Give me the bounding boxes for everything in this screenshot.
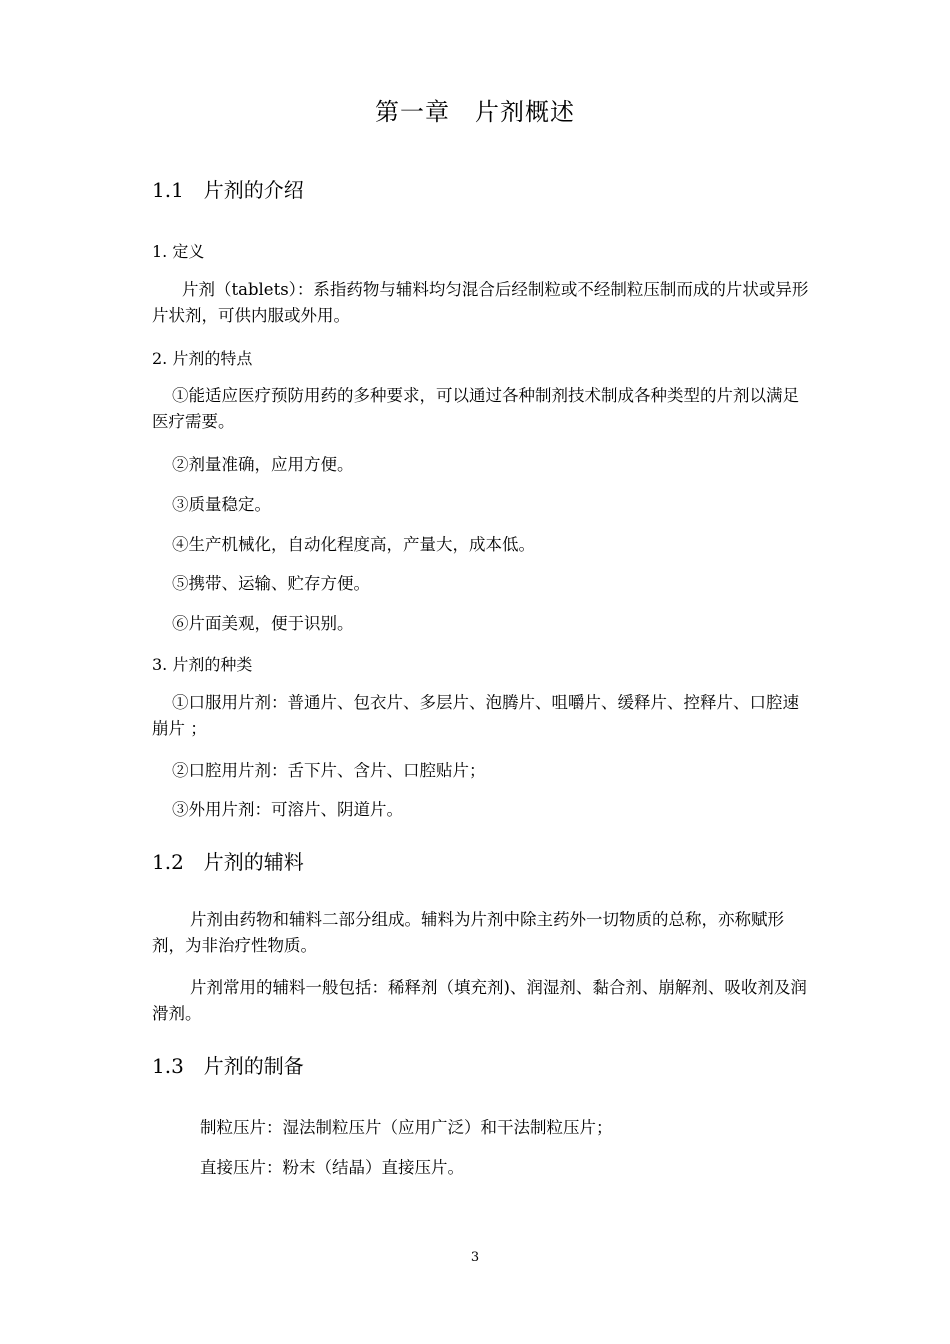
preparation-method: 直接压片：粉末（结晶）直接压片。 — [200, 1158, 464, 1177]
feature-item: ⑥片面美观，便于识别。 — [172, 614, 354, 633]
type-item: ①口服用片剂：普通片、包衣片、多层片、泡腾片、咀嚼片、缓释片、控释片、口腔速崩片 ； — [152, 693, 799, 738]
type-item: ②口腔用片剂：舌下片、含片、口腔贴片； — [172, 761, 486, 780]
section-heading-1-2: 1.2 片剂的辅料 — [152, 850, 304, 874]
feature-item: ②剂量准确，应用方便。 — [172, 455, 354, 474]
types-heading: 3. 片剂的种类 — [152, 655, 253, 674]
excipient-paragraph: 片剂常用的辅料一般包括：稀释剂（填充剂)、润湿剂、黏合剂、崩解剂、吸收剂及润滑剂。 — [152, 978, 807, 1023]
features-heading: 2. 片剂的特点 — [152, 349, 253, 368]
section-heading-1-3: 1.3 片剂的制备 — [152, 1054, 304, 1078]
feature-item: ⑤携带、运输、贮存方便。 — [172, 574, 370, 593]
definition-text: 片剂（tablets）：系指药物与辅料均匀混合后经制粒或不经制粒压制而成的片状或异形片状剂，可供内服或外用。 — [152, 280, 809, 325]
page-number: 3 — [470, 1250, 480, 1265]
feature-item: ④生产机械化，自动化程度高，产量大，成本低。 — [172, 535, 535, 554]
definition-heading: 1. 定义 — [152, 242, 205, 261]
feature-item: ①能适应医疗预防用药的多种要求，可以通过各种制剂技术制成各种类型的片剂以满足医疗需要。 — [152, 386, 799, 431]
feature-item: ③质量稳定。 — [172, 495, 271, 514]
preparation-method: 制粒压片：湿法制粒压片（应用广泛）和干法制粒压片； — [200, 1118, 613, 1137]
chapter-title: 第一章 片剂概述 — [375, 98, 575, 126]
excipient-paragraph: 片剂由药物和辅料二部分组成。辅料为片剂中除主药外一切物质的总称，亦称赋形剂，为非治疗性物质。 — [152, 910, 784, 955]
type-item: ③外用片剂：可溶片、阴道片。 — [172, 800, 403, 819]
section-heading-1-1: 1.1 片剂的介绍 — [152, 178, 304, 202]
